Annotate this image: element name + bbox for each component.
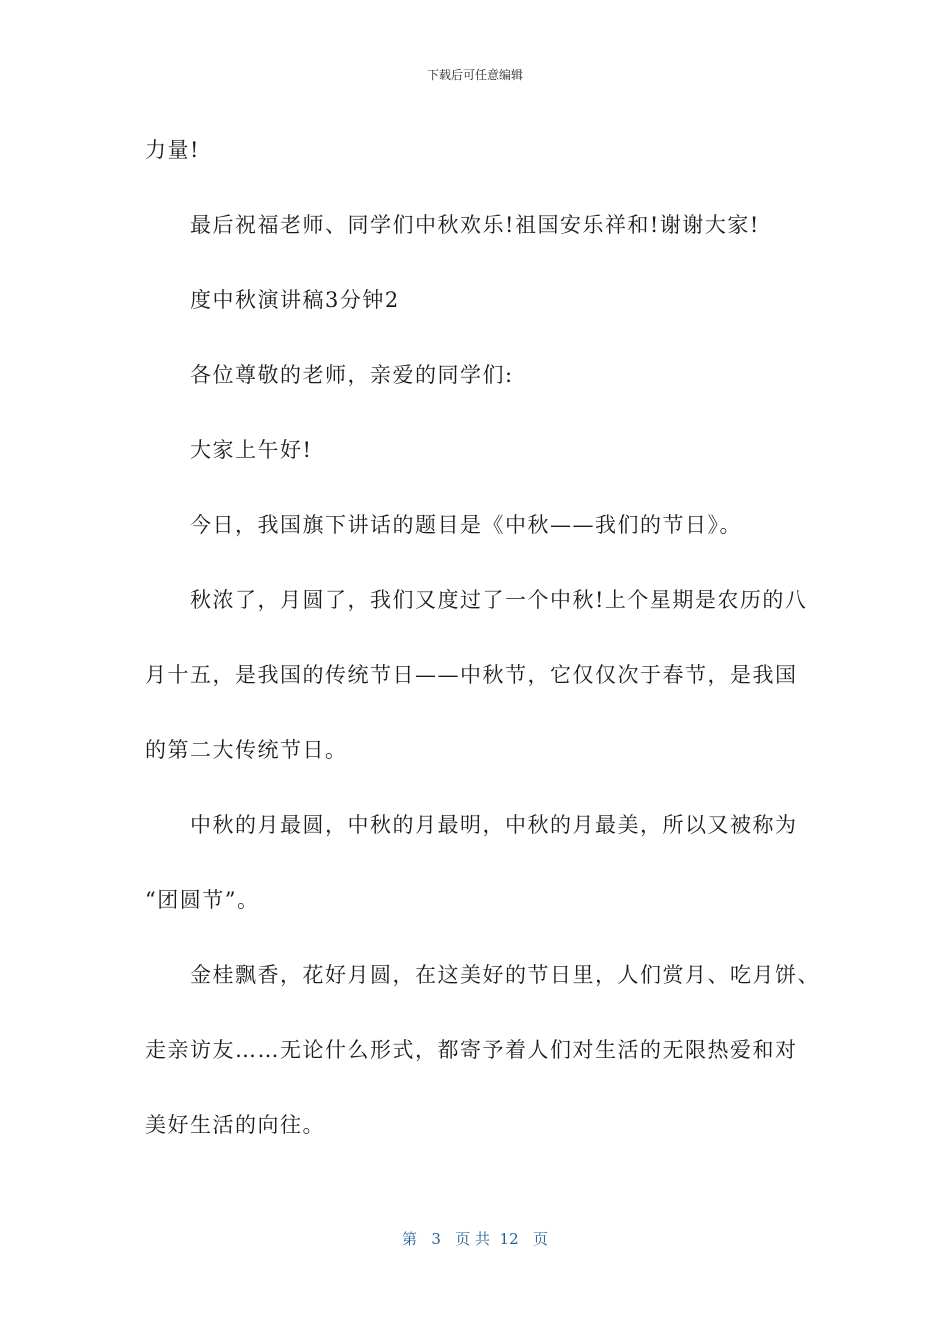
page-footer xyxy=(0,1228,950,1249)
paragraph-line: 月十五，是我国的传统节日——中秋节，它仅仅次于春节，是我国 xyxy=(145,663,798,687)
paragraph-line: 各位尊敬的老师，亲爱的同学们: xyxy=(190,363,514,387)
paragraph-line: 大家上午好! xyxy=(190,438,313,462)
current-page-number: 3 xyxy=(431,1230,441,1248)
paragraph-line: 走亲访友……无论什么形式，都寄予着人们对生活的无限热爱和对 xyxy=(145,1038,798,1062)
paragraph-line: 的第二大传统节日。 xyxy=(145,738,348,762)
footer-label-di: 第 xyxy=(402,1230,418,1248)
footer-label-ye: 页 xyxy=(532,1230,548,1248)
total-pages-number: 12 xyxy=(499,1230,519,1248)
paragraph-line: 秋浓了，月圆了，我们又度过了一个中秋!上个星期是农历的八 xyxy=(190,588,808,612)
paragraph-line: 美好生活的向往。 xyxy=(145,1113,325,1137)
paragraph-line: 金桂飘香，花好月圆，在这美好的节日里，人们赏月、吃月饼、 xyxy=(190,963,820,987)
section-title: 度中秋演讲稿3分钟2 xyxy=(190,288,400,312)
paragraph-line: 今日，我国旗下讲话的题目是《中秋——我们的节日》。 xyxy=(190,513,742,537)
footer-label-ye-gong: 页 共 xyxy=(455,1230,490,1248)
paragraph-line: 中秋的月最圆，中秋的月最明，中秋的月最美，所以又被称为 xyxy=(190,813,798,837)
page-header: 下载后可任意编辑 xyxy=(426,68,523,82)
paragraph-line: “团圆节”。 xyxy=(145,888,260,912)
paragraph-line: 最后祝福老师、同学们中秋欢乐!祖国安乐祥和!谢谢大家! xyxy=(190,213,760,237)
paragraph-line: 力量! xyxy=(145,138,200,162)
